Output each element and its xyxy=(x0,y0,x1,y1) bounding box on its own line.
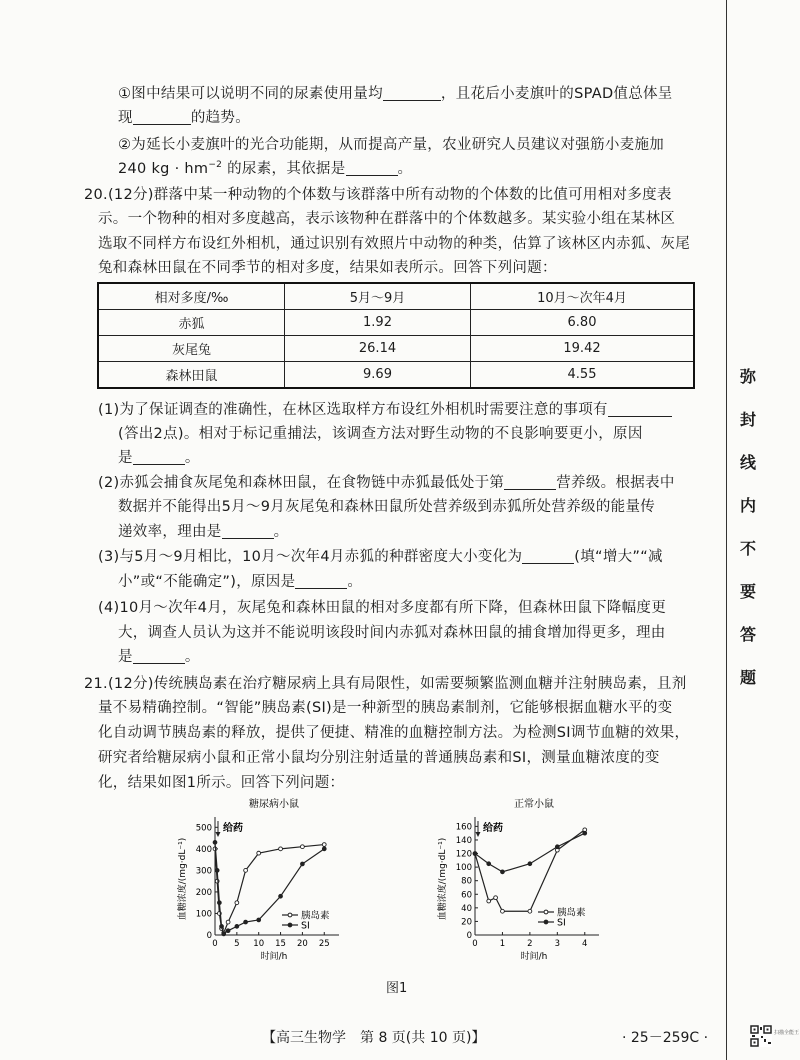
data-point-si xyxy=(322,847,326,851)
q19-line-3: ②为延长小麦旗叶的光合功能期，从而提高产量，农业研究人员建议对强筋小麦施加 xyxy=(118,137,665,153)
text: 240 kg · hm xyxy=(118,161,209,177)
x-tick-label: 2 xyxy=(527,939,533,949)
legend-label: SI xyxy=(301,920,310,932)
text: (填“增大”“减 xyxy=(574,549,663,565)
chart-title: 糖尿病小鼠 xyxy=(249,799,299,810)
answer-blank[interactable] xyxy=(295,574,347,590)
answer-blank[interactable] xyxy=(383,86,441,102)
table-cell: 9.69 xyxy=(285,362,471,389)
text: 。 xyxy=(273,524,289,540)
data-point-insulin xyxy=(235,901,239,905)
table-header: 5月～9月 xyxy=(285,283,471,310)
legend-label: 胰岛素 xyxy=(557,907,586,919)
q21-intro-1: 21.(12分)传统胰岛素在治疗糖尿病上具有局限性，如需要频繁监测血糖并注射胰岛素，且剂 xyxy=(84,676,687,692)
y-tick-label: 300 xyxy=(195,866,212,877)
table-cell: 26.14 xyxy=(285,336,471,362)
data-point-si xyxy=(213,840,217,844)
y-tick-label: 40 xyxy=(461,903,472,914)
text: ，且花后小麦旗叶的SPAD值总体呈 xyxy=(440,86,673,102)
answer-blank[interactable] xyxy=(522,549,574,565)
data-point-insulin xyxy=(257,851,261,855)
answer-blank[interactable] xyxy=(346,161,398,177)
y-tick-label: 160 xyxy=(455,822,472,833)
chart-normal-mice xyxy=(430,795,610,975)
seal-char: 题 xyxy=(739,668,756,687)
data-point-si xyxy=(244,920,248,924)
scan-label: 扫描全能王 xyxy=(774,1030,800,1036)
abundance-table xyxy=(97,282,695,389)
q20-part1-line-3 xyxy=(118,446,200,467)
qr-code-icon xyxy=(750,1025,772,1047)
q20-intro-2: 示。一个物种的相对多度越高，表示该物种在群落中的个体数越多。某实验小组在某林区 xyxy=(98,211,676,227)
data-point-si xyxy=(215,868,219,872)
y-tick-label: 200 xyxy=(195,887,212,898)
x-tick-label: 10 xyxy=(253,939,265,949)
seal-char: 内 xyxy=(739,496,756,515)
answer-blank[interactable] xyxy=(504,475,556,491)
table-header-row xyxy=(98,283,694,310)
dose-arrowhead xyxy=(216,832,221,837)
legend-label: SI xyxy=(557,917,566,929)
data-point-insulin xyxy=(301,845,305,849)
legend-marker xyxy=(544,920,548,924)
dose-arrowhead xyxy=(476,832,481,837)
q19-line-2 xyxy=(118,106,250,127)
table-header: 相对多度/‰ xyxy=(98,283,285,310)
table-header: 10月～次年4月 xyxy=(471,283,695,310)
text: 的趋势。 xyxy=(190,110,251,126)
data-point-si xyxy=(217,901,221,905)
y-tick-label: 20 xyxy=(461,917,472,928)
seal-char: 不 xyxy=(739,539,756,558)
text: 。 xyxy=(397,161,413,177)
text: 营养级。根据表中 xyxy=(556,475,675,491)
data-point-insulin xyxy=(494,896,498,900)
data-point-si xyxy=(487,862,491,866)
data-point-insulin xyxy=(528,909,532,913)
y-tick-label: 500 xyxy=(195,823,212,834)
text: 小”或“不能确定”)，原因是 xyxy=(118,574,296,590)
text: 是 xyxy=(118,649,133,665)
y-axis-label: 血糖浓度/(mg·dL⁻¹) xyxy=(178,837,188,921)
dose-annotation: 给药 xyxy=(223,823,243,834)
data-point-si xyxy=(501,870,505,874)
data-point-si xyxy=(528,862,532,866)
data-point-si xyxy=(226,929,230,933)
seal-text xyxy=(737,355,759,699)
data-point-si xyxy=(279,894,283,898)
x-tick-label: 5 xyxy=(234,939,240,949)
seal-char: 答 xyxy=(739,625,756,644)
q20-part3-line-1 xyxy=(98,545,663,566)
q21-intro-3: 化自动调节胰岛素的释放，提供了便捷、精准的血糖控制方法。为检测SI调节血糖的效果， xyxy=(98,725,690,741)
data-point-insulin xyxy=(487,899,491,903)
table-cell: 赤狐 xyxy=(98,310,285,336)
data-point-si xyxy=(583,831,587,835)
y-tick-label: 0 xyxy=(206,931,212,941)
dose-annotation: 给药 xyxy=(483,823,503,834)
table-cell: 灰尾兔 xyxy=(98,336,285,362)
data-point-si xyxy=(473,852,477,856)
q20-part1-line-1 xyxy=(98,398,672,419)
text: (3)与5月～9月相比，10月～次年4月赤狐的种群密度大小变化为 xyxy=(98,549,523,565)
answer-blank[interactable] xyxy=(608,402,672,418)
q20-part3-line-2 xyxy=(118,570,362,591)
legend-marker xyxy=(544,910,548,914)
q20-intro-4: 兔和森林田鼠在不同季节的相对多度，结果如表所示。回答下列问题： xyxy=(98,260,557,276)
text: ①图中结果可以说明不同的尿素使用量均 xyxy=(118,86,383,102)
chart-title: 正常小鼠 xyxy=(514,799,554,810)
data-point-si xyxy=(235,924,239,928)
x-tick-label: 1 xyxy=(499,939,506,949)
y-tick-label: 100 xyxy=(195,909,212,920)
x-tick-label: 0 xyxy=(212,939,218,949)
table-cell: 19.42 xyxy=(471,336,695,362)
y-tick-label: 140 xyxy=(455,835,472,846)
q21-intro-5: 化，结果如图1所示。回答下列问题： xyxy=(98,775,345,791)
data-point-insulin xyxy=(322,843,326,847)
y-tick-label: 0 xyxy=(466,931,472,941)
table-cell: 4.55 xyxy=(471,362,695,389)
y-tick-label: 60 xyxy=(461,890,472,901)
data-point-insulin xyxy=(279,847,283,851)
y-axis-label: 血糖浓度/(mg·dL⁻¹) xyxy=(438,837,448,921)
superscript: −2 xyxy=(208,160,223,171)
data-point-si xyxy=(220,924,224,928)
q20-part4-line-1: (4)10月～次年4月，灰尾兔和森林田鼠的相对多度都有所下降，但森林田鼠下降幅度更 xyxy=(98,600,667,616)
x-tick-label: 0 xyxy=(472,939,478,949)
footer-page-info: 【高三生物学 第 8 页(共 10 页)】 xyxy=(262,1030,486,1046)
q20-intro-1: 20.(12分)群落中某一种动物的个体数与该群落中所有动物的个体数的比值可用相对多度表 xyxy=(84,187,672,203)
q20-intro-3: 选取不同样方布设红外相机，通过识别有效照片中动物的种类，估算了该林区内赤狐、灰尾 xyxy=(98,236,690,252)
text: (2)赤狐会捕食灰尾兔和森林田鼠，在食物链中赤狐最低处于第 xyxy=(98,475,505,491)
footer-code: · 25－259C · xyxy=(622,1030,709,1046)
text: 。 xyxy=(347,574,363,590)
chart-diabetic-mice xyxy=(170,795,350,975)
answer-blank[interactable] xyxy=(133,450,185,466)
text: 现 xyxy=(118,110,133,126)
legend-marker xyxy=(288,913,292,917)
text: 的尿素，其依据是 xyxy=(222,161,346,177)
table-cell: 1.92 xyxy=(285,310,471,336)
y-tick-label: 100 xyxy=(455,863,472,874)
figure-caption: 图1 xyxy=(386,981,408,996)
answer-blank[interactable] xyxy=(133,649,185,665)
text: 递效率，理由是 xyxy=(118,524,222,540)
seal-line xyxy=(726,0,727,1060)
text: 是 xyxy=(118,450,133,466)
q19-line-1 xyxy=(118,82,673,103)
y-tick-label: 120 xyxy=(455,849,472,860)
q20-part4-line-2: 大，调查人员认为这并不能说明该段时间内赤狐对森林田鼠的捕食增加得更多，理由 xyxy=(118,625,666,641)
seal-char: 弥 xyxy=(739,367,756,386)
x-tick-label: 20 xyxy=(296,939,308,949)
seal-char: 线 xyxy=(739,453,756,472)
x-tick-label: 4 xyxy=(582,939,588,949)
data-point-si xyxy=(555,845,559,849)
data-point-si xyxy=(257,918,261,922)
data-point-si xyxy=(301,862,305,866)
q20-part4-line-3 xyxy=(118,645,200,666)
table-row xyxy=(98,310,694,336)
seal-char: 封 xyxy=(739,410,756,429)
series-line-insulin xyxy=(475,830,585,911)
data-point-insulin xyxy=(244,868,248,872)
table-row xyxy=(98,336,694,362)
answer-blank[interactable] xyxy=(133,110,191,126)
q21-intro-2: 量不易精确控制。“智能”胰岛素(SI)是一种新型的胰岛素制剂，它能够根据血糖水平的变 xyxy=(98,700,673,716)
x-axis-label: 时间/h xyxy=(520,952,548,962)
data-point-si xyxy=(222,932,226,936)
data-point-insulin xyxy=(501,909,505,913)
q21-intro-4: 研究者给糖尿病小鼠和正常小鼠均分别注射适量的普通胰岛素和SI，测量血糖浓度的变 xyxy=(98,750,660,766)
x-tick-label: 15 xyxy=(275,939,286,949)
q20-part1-line-2: (答出2点)。相对于标记重捕法，该调查方法对野生动物的不良影响要更小，原因 xyxy=(118,426,643,442)
data-point-insulin xyxy=(226,920,230,924)
table-row xyxy=(98,362,694,389)
table-cell: 6.80 xyxy=(471,310,695,336)
table-cell: 森林田鼠 xyxy=(98,362,285,389)
legend-marker xyxy=(288,923,292,927)
answer-blank[interactable] xyxy=(222,524,274,540)
text: 。 xyxy=(184,450,200,466)
q20-part2-line-1 xyxy=(98,471,675,492)
text: 。 xyxy=(184,649,200,665)
x-tick-label: 25 xyxy=(318,939,330,949)
q19-line-4 xyxy=(118,157,412,178)
q20-part2-line-2: 数据并不能得出5月～9月灰尾兔和森林田鼠所处营养级到赤狐所处营养级的能量传 xyxy=(118,499,656,515)
y-tick-label: 80 xyxy=(461,876,472,887)
legend-label: 胰岛素 xyxy=(301,910,330,922)
x-tick-label: 3 xyxy=(554,939,561,949)
q20-part2-line-3 xyxy=(118,520,288,541)
y-tick-label: 400 xyxy=(195,844,212,855)
x-axis-label: 时间/h xyxy=(260,952,288,962)
seal-char: 要 xyxy=(739,582,756,601)
text: (1)为了保证调查的准确性，在林区选取样方布设红外相机时需要注意的事项有 xyxy=(98,402,608,418)
